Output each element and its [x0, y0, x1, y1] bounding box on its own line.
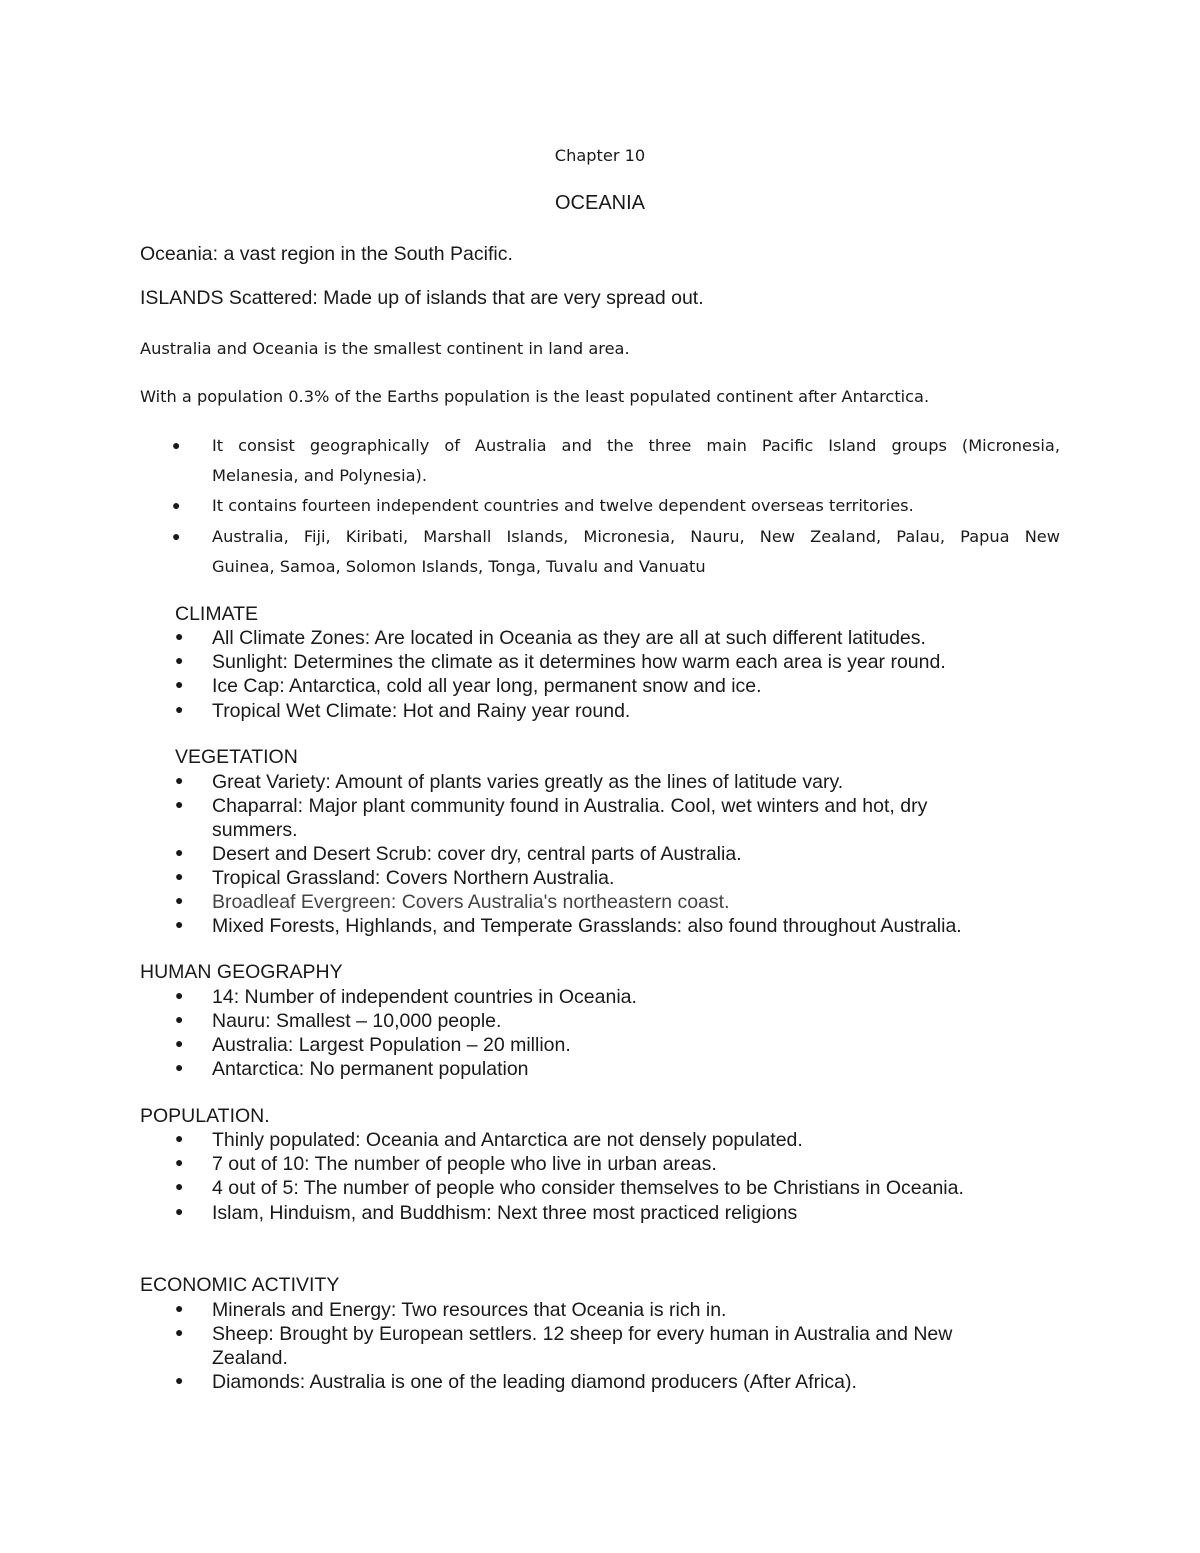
climate-item: Sunlight: Determines the climate as it determines how warm each area is year round. [212, 651, 946, 673]
climate-heading: CLIMATE [175, 603, 259, 625]
bullet-icon: ● [175, 870, 184, 885]
intro-bullet-1-line-2: Melanesia, and Polynesia). [212, 466, 427, 485]
bullet-icon: ● [175, 1180, 184, 1195]
climate-item: Ice Cap: Antarctica, cold all year long, permanent snow and ice. [212, 675, 762, 697]
bullet-icon: ● [175, 1374, 184, 1389]
population-item: 7 out of 10: The number of people who live in urban areas. [212, 1153, 717, 1175]
vegetation-item: Desert and Desert Scrub: cover dry, central parts of Australia. [212, 843, 742, 865]
bullet-icon: ● [175, 894, 184, 909]
vegetation-item: Broadleaf Evergreen: Covers Australia's northeastern coast. [212, 891, 730, 913]
climate-item: Tropical Wet Climate: Hot and Rainy year round. [212, 700, 631, 722]
bullet-icon: ● [175, 918, 184, 933]
bullet-icon: ● [175, 703, 184, 718]
page-title: OCEANIA [554, 192, 646, 214]
vegetation-item: Tropical Grassland: Covers Northern Australia. [212, 867, 615, 889]
human-geography-item: 14: Number of independent countries in Oceania. [212, 986, 637, 1008]
climate-item: All Climate Zones: Are located in Oceania as they are all at such different latitudes. [212, 627, 926, 649]
economic-activity-heading: ECONOMIC ACTIVITY [140, 1274, 340, 1296]
bullet-icon: ● [175, 654, 184, 669]
population-heading: POPULATION. [140, 1105, 270, 1127]
bullet-icon: ● [175, 989, 184, 1004]
population-item: Islam, Hinduism, and Buddhism: Next three most practiced religions [212, 1202, 798, 1224]
economic-activity-item-continuation: Zealand. [212, 1347, 288, 1369]
vegetation-item: Chaparral: Major plant community found in Australia. Cool, wet winters and hot, dry [212, 795, 928, 817]
bullet-icon: ● [175, 1205, 184, 1220]
intro-bullet-3-line-1: Australia, Fiji, Kiribati, Marshall Islands, Micronesia, Nauru, New Zealand, Palau, Papua New [212, 527, 1060, 546]
bullet-icon: ● [175, 846, 184, 861]
intro-bullet-3-line-2: Guinea, Samoa, Solomon Islands, Tonga, Tuvalu and Vanuatu [212, 557, 706, 576]
bullet-icon: ● [175, 1037, 184, 1052]
economic-activity-item: Minerals and Energy: Two resources that Oceania is rich in. [212, 1299, 727, 1321]
vegetation-item: Mixed Forests, Highlands, and Temperate Grasslands: also found throughout Australia. [212, 915, 962, 937]
human-geography-item: Nauru: Smallest – 10,000 people. [212, 1010, 502, 1032]
intro-line-4: With a population 0.3% of the Earths population is the least populated continent after Antarctica. [140, 387, 930, 406]
human-geography-item: Australia: Largest Population – 20 million. [212, 1034, 571, 1056]
vegetation-heading: VEGETATION [175, 746, 298, 768]
economic-activity-item: Sheep: Brought by European settlers. 12 sheep for every human in Australia and New [212, 1323, 953, 1345]
bullet-icon: ● [175, 678, 184, 693]
bullet-icon: ● [175, 1302, 184, 1317]
bullet-icon: ● [175, 1013, 184, 1028]
bullet-icon: ● [175, 1061, 184, 1076]
intro-line-1: Oceania: a vast region in the South Pacific. [140, 243, 513, 265]
vegetation-item-continuation: summers. [212, 819, 298, 841]
bullet-icon: ● [172, 499, 181, 514]
population-item: Thinly populated: Oceania and Antarctica are not densely populated. [212, 1129, 803, 1151]
bullet-icon: ● [175, 1326, 184, 1341]
economic-activity-item: Diamonds: Australia is one of the leading diamond producers (After Africa). [212, 1371, 857, 1393]
intro-line-2: ISLANDS Scattered: Made up of islands that are very spread out. [140, 287, 704, 309]
bullet-icon: ● [175, 798, 184, 813]
bullet-icon: ● [175, 1132, 184, 1147]
intro-line-3: Australia and Oceania is the smallest continent in land area. [140, 339, 630, 358]
human-geography-heading: HUMAN GEOGRAPHY [140, 961, 343, 983]
bullet-icon: ● [172, 439, 181, 454]
bullet-icon: ● [172, 530, 181, 545]
intro-bullet-1-line-1: It consist geographically of Australia and the three main Pacific Island groups (Micronesia, [212, 436, 1060, 455]
bullet-icon: ● [175, 630, 184, 645]
human-geography-item: Antarctica: No permanent population [212, 1058, 529, 1080]
intro-bullet-2: It contains fourteen independent countries and twelve dependent overseas territories. [212, 496, 914, 515]
chapter-label: Chapter 10 [554, 146, 646, 165]
population-item: 4 out of 5: The number of people who consider themselves to be Christians in Oceania. [212, 1177, 964, 1199]
vegetation-item: Great Variety: Amount of plants varies greatly as the lines of latitude vary. [212, 771, 844, 793]
bullet-icon: ● [175, 1156, 184, 1171]
bullet-icon: ● [175, 774, 184, 789]
